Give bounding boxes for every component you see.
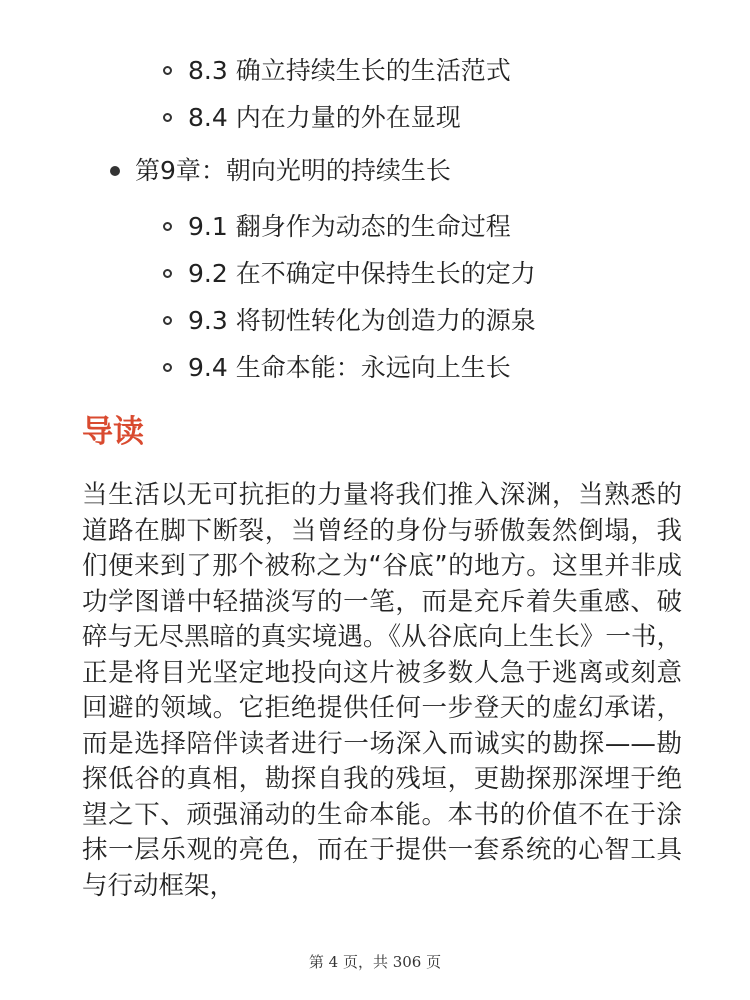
toc-section-item[interactable] <box>0 103 511 150</box>
toc-section-label: 9.3 将韧性转化为创造力的源泉 <box>188 306 536 335</box>
toc-chapter-item[interactable] <box>0 156 451 186</box>
hollow-bullet-icon <box>163 269 172 278</box>
toc-section-label: 8.3 确立持续生长的生活范式 <box>188 56 511 85</box>
toc-section-item[interactable] <box>0 56 511 103</box>
hollow-bullet-icon <box>163 316 172 325</box>
toc-chapter8-sections <box>0 56 511 150</box>
toc-section-item[interactable] <box>0 306 536 353</box>
toc-section-label: 9.2 在不确定中保持生长的定力 <box>188 259 536 288</box>
toc-chapter-label: 第9章：朝向光明的持续生长 <box>135 156 451 185</box>
hollow-bullet-icon <box>163 66 172 75</box>
hollow-bullet-icon <box>163 363 172 372</box>
toc-chapter9-sections <box>0 212 536 400</box>
toc-chapter-list <box>0 156 451 186</box>
toc-section-label: 9.1 翻身作为动态的生命过程 <box>188 212 511 241</box>
hollow-bullet-icon <box>163 222 172 231</box>
toc-section-item[interactable] <box>0 212 536 259</box>
toc-section-label: 8.4 内在力量的外在显现 <box>188 103 461 132</box>
section-heading: 导读 <box>82 414 144 450</box>
page-number-footer: 第 4 页，共 306 页 <box>308 953 442 971</box>
toc-section-item[interactable] <box>0 353 536 400</box>
filled-bullet-icon <box>110 166 120 176</box>
hollow-bullet-icon <box>163 113 172 122</box>
intro-paragraph: 当生活以无可抗拒的力量将我们推入深渊，当熟悉的道路在脚下断裂，当曾经的身份与骄傲轰然倒塌，我们便来到了那个被称之为“谷底”的地方。这里并非成功学图谱中轻描淡写的一笔，而是充斥着失重感、破碎与无尽黑暗的真实境遇。《从谷底向上生长》一书，正是将目光坚定地投向这片被多数人急于逃离或刻意回避的领域。它拒绝提供任何一步登天的虚幻承诺，而是选择陪伴读者进行一场深入而诚实的勘探——勘探低谷的真相，勘探自我的残垣，更勘探那深埋于绝望之下、顽强涌动的生命本能。本书的价值不在于涂抹一层乐观的亮色，而在于提供一套系统的心智工具与行动框架， <box>82 480 682 901</box>
toc-section-item[interactable] <box>0 259 536 306</box>
toc-section-label: 9.4 生命本能：永远向上生长 <box>188 353 511 382</box>
